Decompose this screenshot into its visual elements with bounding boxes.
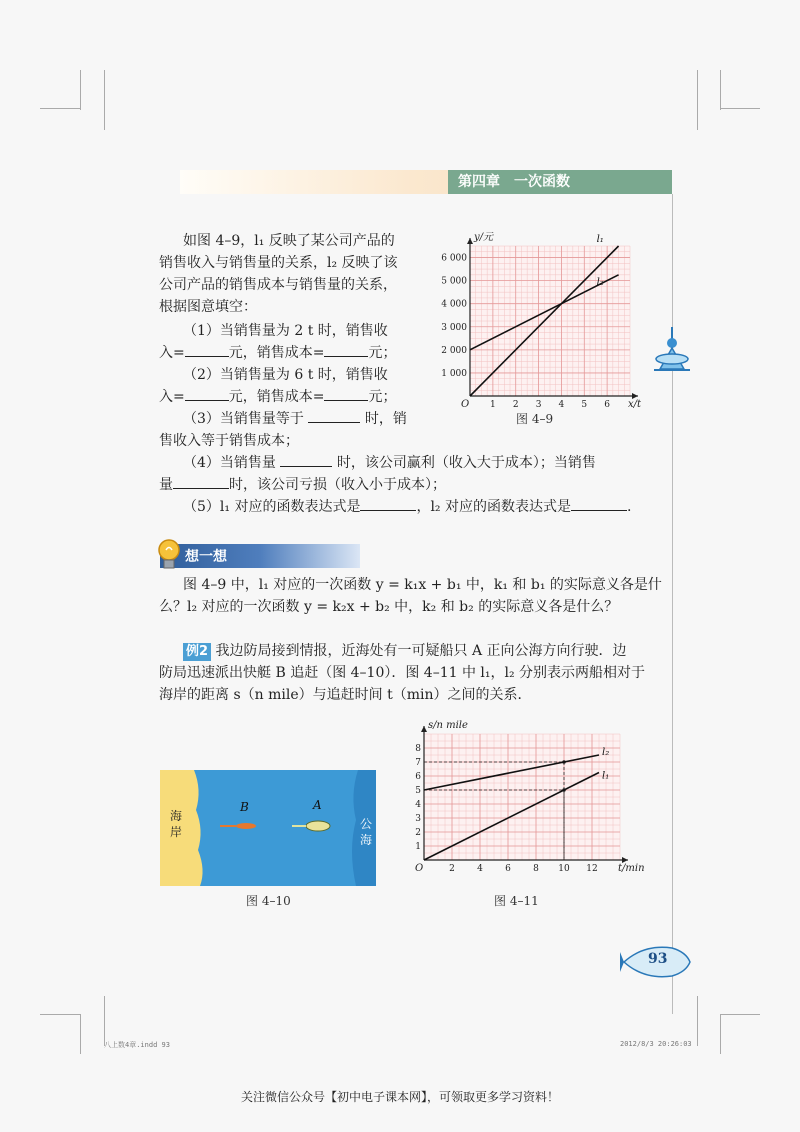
sea-scene [160,770,376,886]
x-axis-label: t/min [618,863,645,874]
crop-mark [720,108,760,109]
y-tick-label: 4 000 [441,299,467,310]
margin-rule [672,194,673,1014]
problem-line: 根据图意填空： [159,299,257,315]
example-line: 海岸的距离 s（n mile）与追赶时间 t（min）之间的关系． [159,687,532,703]
answer-blank [360,496,416,511]
y-tick-label: 3 000 [441,322,467,333]
crop-mark [697,70,698,130]
boat-a-label: A [313,798,322,812]
tower-icon [650,325,694,373]
question-4-cont: 量 时，该公司亏损（收入小于成本）； [159,474,446,496]
x-axis-label: x/t [628,399,642,410]
y-axis-arrow [421,726,427,732]
x-tick-label: 2 [449,864,455,874]
answer-blank [280,452,332,467]
figure-caption: 图 4–10 [246,894,291,908]
y-axis-label: y/元 [474,232,494,243]
print-info: 八上数4章.indd 93 [104,1041,170,1049]
y-tick-label: 1 [415,842,421,852]
crop-mark [104,70,105,130]
crop-mark [720,70,721,110]
page-number: 93 [648,951,668,967]
answer-blank [308,408,360,423]
think-line: 图 4–9 中，l₁ 对应的一次函数 y = k₁x + b₁ 中，k₁ 和 b₁ 的实际意义各是什 [183,577,662,593]
y-tick-label: 5 000 [441,276,467,287]
x-tick-label: 6 [505,864,511,874]
think-line: 么？l₂ 对应的一次函数 y = k₂x + b₂ 中，k₂ 和 b₂ 的实际意义各是什么？ [159,599,619,615]
y-axis-label: s/n mile [428,720,468,731]
series-label: l₂ [602,747,610,758]
y-tick-label: 4 [415,800,421,810]
y-tick-label: 3 [415,814,421,824]
y-tick-label: 8 [415,744,421,754]
y-tick-label: 6 000 [441,253,467,264]
y-tick-label: 5 [415,786,421,796]
series-label: l₁ [596,234,604,245]
origin-label: O [461,399,470,410]
question-3-cont: 售收入等于销售成本； [159,433,299,449]
figure-caption: 图 4–9 [516,412,554,426]
footer-note: 关注微信公众号【初中电子课本网】，可领取更多学习资料！ [240,1090,559,1104]
chart-fig-4-9 [424,226,642,416]
lightbulb-icon [155,538,183,572]
series-label: l₂ [596,276,604,288]
crop-mark [720,1014,760,1015]
y-tick-label: 2 000 [441,345,467,356]
answer-blank [173,474,229,489]
think-label: 想一想 [185,549,227,565]
x-tick-label: 1 [489,400,496,410]
question-4: （4）当销售量 时，该公司赢利（收入大于成本）；当销售 [183,452,596,474]
series-label: l₁ [602,770,610,782]
problem-line: 公司产品的销售成本与销售量的关系， [159,277,397,293]
y-tick-label: 2 [415,828,421,838]
answer-blank [324,342,368,357]
example-tag: 例2 [183,643,211,661]
problem-line: 如图 4–9，l₁ 反映了某公司产品的 [183,233,395,249]
question-1: （1）当销售量为 2 t 时，销售收 [183,323,388,339]
crop-mark [104,996,105,1046]
y-tick-label: 6 [415,772,421,782]
question-3: （3）当销售量等于 时，销 [183,408,407,430]
crop-mark [80,1014,81,1054]
y-tick-label: 7 [415,758,421,768]
x-tick-label: 4 [558,400,565,410]
question-5: （5）l₁ 对应的函数表达式是 ，l₂ 对应的函数表达式是 . [183,496,631,518]
x-tick-label: 5 [581,400,588,410]
sea-label: 公海 [360,817,373,847]
print-info: 2012/8/3 20:26:03 [620,1040,692,1048]
x-tick-label: 4 [477,864,483,874]
figure-caption: 图 4–11 [494,894,539,908]
chapter-title: 第四章 一次函数 [448,170,672,194]
crop-mark [40,1014,80,1015]
x-tick-label: 12 [586,864,598,874]
question-2-blanks: 入= 元，销售成本= 元； [159,386,396,408]
crop-mark [697,996,698,1046]
origin-label: O [415,863,424,874]
x-tick-label: 3 [535,400,542,410]
boat-b-label: B [240,800,249,814]
example-line: 例2 我边防局接到情报，近海处有一可疑船只 A 正向公海方向行驶．边 [183,640,627,662]
answer-blank [571,496,627,511]
crop-mark [720,1014,721,1054]
question-2: （2）当销售量为 6 t 时，销售收 [183,367,388,383]
answer-blank [324,386,368,401]
chart-fig-4-11 [398,720,645,884]
problem-line: 销售收入与销售量的关系，l₂ 反映了该 [159,255,398,271]
x-tick-label: 2 [512,400,519,410]
crop-mark [40,108,80,109]
answer-blank [185,342,229,357]
example-line: 防局迅速派出快艇 B 追赶（图 4–10）．图 4–11 中 l₁，l₂ 分别表示两船相对于 [159,665,646,681]
x-tick-label: 6 [604,400,611,410]
answer-blank [185,386,229,401]
x-tick-label: 8 [533,864,539,874]
shore-label: 海岸 [170,809,183,839]
sea-illustration [160,770,376,886]
x-tick-label: 10 [558,864,570,874]
question-1-blanks: 入= 元，销售成本= 元； [159,342,396,364]
crop-mark [80,70,81,110]
y-axis-arrow [467,238,473,244]
y-tick-label: 1 000 [441,368,467,379]
